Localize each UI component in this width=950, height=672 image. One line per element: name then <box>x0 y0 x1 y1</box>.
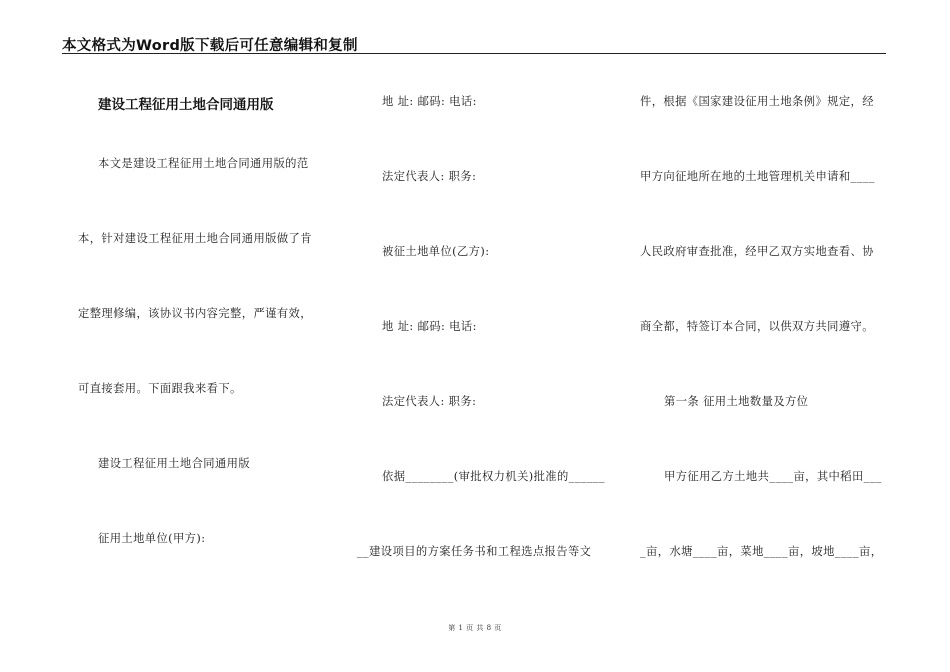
banner-text: 本文格式为Word版下载后可任意编辑和复制 <box>62 38 358 54</box>
col3-line: 甲方征用乙方土地共____亩，其中稻田___ <box>664 470 882 483</box>
section-heading: 第一条 征用土地数量及方位 <box>664 395 809 408</box>
col3-line: 甲方向征地所在地的土地管理机关申请和____ <box>640 170 875 183</box>
col3-line: 人民政府审查批准，经甲乙双方实地查看、协 <box>640 245 874 258</box>
document-banner <box>62 33 886 54</box>
page-number: 第 1 页 共 8 页 <box>448 624 502 632</box>
col1-subtitle: 建设工程征用土地合同通用版 <box>98 457 251 470</box>
col2-line: __建设项目的方案任务书和工程选点报告等文 <box>357 545 592 558</box>
col3-line: _亩，水塘____亩，菜地____亩，坡地____亩， <box>640 545 883 558</box>
document-title: 建设工程征用土地合同通用版 <box>98 97 274 113</box>
col2-line: 法定代表人: 职务: <box>382 395 477 408</box>
col2-line: 被征土地单位(乙方): <box>382 245 490 258</box>
col2-line: 依据________(审批权力机关)批准的______ <box>382 470 605 483</box>
col2-line: 地 址: 邮码: 电话: <box>382 95 477 108</box>
col1-line: 本，针对建设工程征用土地合同通用版做了肯 <box>78 232 312 245</box>
col1-line: 征用土地单位(甲方): <box>98 532 206 545</box>
col3-line: 件，根据《国家建设征用土地条例》规定，经 <box>640 95 874 108</box>
col1-line: 本文是建设工程征用土地合同通用版的范 <box>98 157 309 170</box>
col2-line: 地 址: 邮码: 电话: <box>382 320 477 333</box>
col1-line: 定整理修编，该协议书内容完整，严谨有效， <box>78 307 312 320</box>
col3-line: 商全都，特签订本合同，以供双方共同遵守。 <box>640 320 874 333</box>
col2-line: 法定代表人: 职务: <box>382 170 477 183</box>
col1-line: 可直接套用。下面跟我来看下。 <box>78 382 242 395</box>
